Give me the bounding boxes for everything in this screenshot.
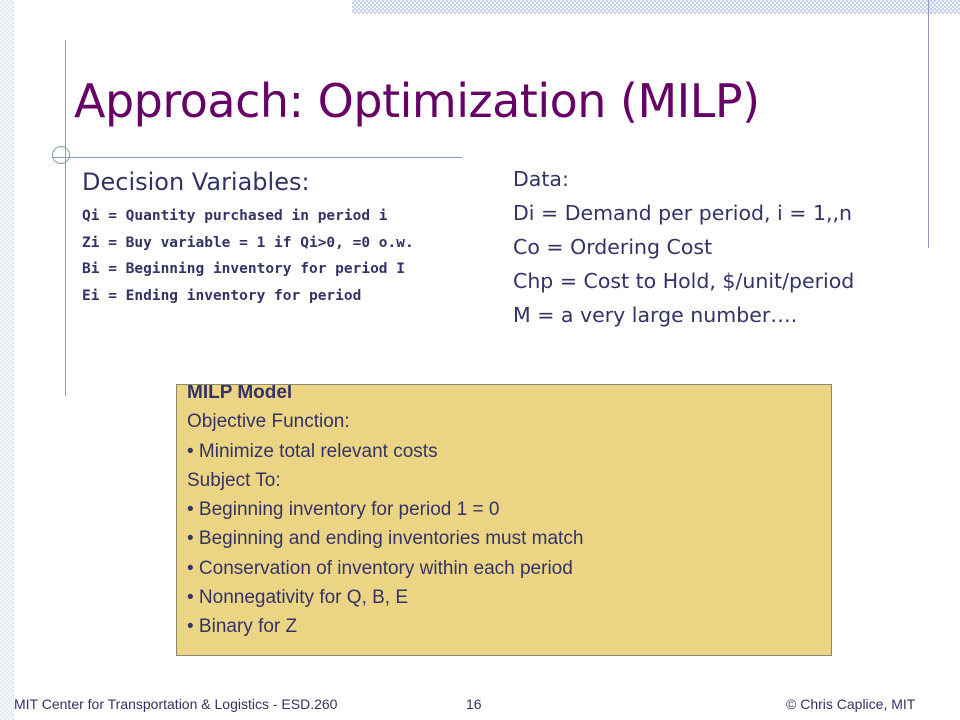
constraint-item: • Beginning inventory for period 1 = 0 bbox=[187, 499, 500, 521]
data-heading: Data: bbox=[513, 167, 569, 191]
constraint-item: • Nonnegativity for Q, B, E bbox=[187, 587, 409, 609]
data-section bbox=[513, 162, 854, 332]
data-item: Co = Ordering Cost bbox=[513, 235, 713, 259]
data-item: Chp = Cost to Hold, $/unit/period bbox=[513, 269, 855, 293]
footer-page-number: 16 bbox=[466, 696, 482, 712]
decorative-title-underline bbox=[52, 157, 462, 158]
decorative-checker-band-top bbox=[352, 0, 960, 14]
milp-model-title: MILP Model bbox=[187, 384, 293, 403]
milp-model-content bbox=[187, 384, 583, 642]
decision-variables-heading: Decision Variables: bbox=[82, 168, 310, 196]
decision-variable-item: Qi = Quantity purchased in period i bbox=[82, 208, 388, 224]
decorative-vertical-line-left bbox=[65, 40, 66, 396]
constraints-label: Subject To: bbox=[187, 469, 281, 491]
milp-model-box bbox=[176, 384, 832, 656]
decision-variables-list bbox=[82, 203, 414, 309]
objective-function-label: Objective Function: bbox=[187, 411, 350, 433]
constraint-item: • Beginning and ending inventories must match bbox=[187, 528, 584, 550]
decorative-vertical-line-right bbox=[928, 0, 929, 248]
constraint-item: • Conservation of inventory within each period bbox=[187, 557, 573, 579]
objective-item: • Minimize total relevant costs bbox=[187, 440, 438, 462]
data-item: M = a very large number…. bbox=[513, 303, 798, 327]
footer-copyright: © Chris Caplice, MIT bbox=[786, 696, 916, 712]
decorative-circle-icon bbox=[52, 146, 70, 164]
constraint-item: • Binary for Z bbox=[187, 616, 298, 638]
decorative-checker-band-left bbox=[0, 0, 14, 720]
decision-variable-item: Ei = Ending inventory for period bbox=[82, 287, 362, 304]
decision-variable-item: Zi = Buy variable = 1 if Qi>0, =0 o.w. bbox=[82, 234, 414, 251]
data-item: Di = Demand per period, i = 1,,n bbox=[513, 201, 853, 225]
slide-title: Approach: Optimization (MILP) bbox=[74, 74, 760, 128]
decision-variable-item: Bi = Beginning inventory for period I bbox=[82, 261, 406, 277]
footer-organization: MIT Center for Transportation & Logistics - ESD.260 bbox=[14, 696, 338, 712]
